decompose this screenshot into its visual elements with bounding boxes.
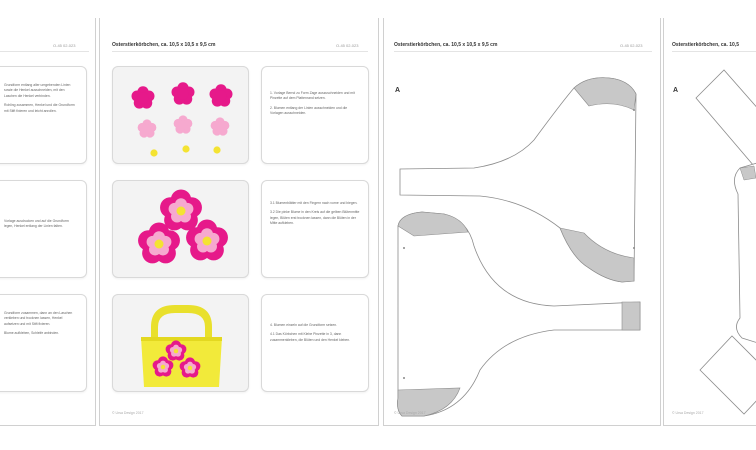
magenta-flower-shape	[210, 84, 233, 106]
magenta-flower-shape	[132, 86, 155, 108]
instruction-text: 4. Blumen einzeln auf die Grundform setzen. 4.1 Das Körbchen mit Klebe Pinzette in 3, dann zusammenkleben, die Blüten und den Henkel kleben.	[270, 323, 351, 342]
instruction-text: 1. Vorlage Bernd zu Form Zage auszuschneiden und mit Pinzette auf dem Plattenrand setzen. 2. Blumen entlang der Linien ausschneiden und die Vorlagen ausschneiden.	[270, 91, 355, 116]
page-title: Osterstierkörbchen, ca. 10,5	[672, 42, 739, 48]
fold-mark	[403, 377, 405, 379]
flower-core	[137, 92, 148, 103]
glue-tab-handle-end	[622, 302, 640, 330]
fold-mark	[633, 109, 635, 111]
flower-center	[188, 366, 192, 370]
header-divider	[0, 51, 89, 52]
flower-core	[179, 121, 188, 130]
page-code: O-45 02-023	[53, 43, 76, 48]
instruction-card	[261, 180, 369, 278]
step-image-finished-basket	[112, 294, 249, 392]
page-footer: © Ursa Design 2017	[112, 411, 144, 415]
instruction-text: Grundform entlang aller umgebenden Linien sowie die Henkel ausschneiden, mit den Laschen die Henkel verbinden. Rohling zusammen, Henkel und die Grundform mit Stift fixieren und leicht anrollen.	[4, 83, 75, 113]
flower-core	[143, 125, 152, 134]
fold-mark	[403, 247, 405, 249]
step-image-assembled-flowers	[112, 180, 249, 278]
instruction-card	[261, 66, 369, 164]
page-title: Osterstierkörbchen, ca. 10,5 x 10,5 x 9,5 cm	[394, 42, 498, 48]
pink-flower-shape	[211, 117, 230, 135]
magenta-flower-shape	[172, 82, 195, 104]
instruction-text: Grundform zusammen, dann an den Laschen verkleben und trocknen lassen, Henkel aufsetzen und mit Stift fixieren. Blume aufkleben, Schleife anbinden.	[4, 311, 73, 336]
instruction-text: Vorlage ausdrucken und auf die Grundform legen, Henkel entlang der Linien falten.	[4, 219, 69, 229]
instruction-card	[0, 294, 87, 392]
step-image-flower-parts	[112, 66, 249, 164]
template-letter: A	[673, 87, 679, 94]
flower-core	[215, 90, 226, 101]
flower-center	[155, 240, 164, 249]
instruction-card	[261, 294, 369, 392]
template-body	[734, 158, 756, 348]
flower-center	[161, 365, 165, 369]
instruction-page	[99, 18, 379, 426]
template-square-top	[696, 70, 756, 166]
yellow-center-dot	[213, 146, 220, 153]
basket-template-cutout-2	[664, 18, 756, 426]
basket-illustration	[113, 295, 250, 393]
flower-core	[216, 123, 225, 132]
basket-template-cutout	[384, 18, 661, 426]
assembled-flowers-illustration	[113, 181, 250, 279]
page-code: O-45 02-023	[336, 43, 359, 48]
flower-parts-illustration	[113, 67, 250, 165]
yellow-center-dot	[150, 149, 157, 156]
flower-center	[177, 207, 186, 216]
fold-mark	[633, 247, 635, 249]
page-title: Osterstierkörbchen, ca. 10,5 x 10,5 x 9,5 cm	[112, 42, 216, 48]
assembled-flower	[160, 190, 202, 231]
yellow-center-dot	[182, 145, 189, 152]
flower-center	[174, 349, 178, 353]
pink-flower-shape	[138, 119, 157, 137]
instruction-card	[0, 180, 87, 278]
flower-core	[177, 88, 188, 99]
basket-rim	[141, 337, 222, 341]
template-square-bottom	[700, 336, 756, 414]
pink-flower-shape	[174, 115, 193, 133]
flower-center	[203, 237, 212, 246]
header-divider	[112, 51, 368, 52]
template-page-right	[663, 18, 756, 426]
template-page	[383, 18, 661, 426]
basket-handle	[151, 305, 212, 337]
page-code: O-45 02-023	[620, 43, 643, 48]
instruction-page-left	[0, 18, 96, 426]
instruction-card	[0, 66, 87, 164]
template-letter: A	[395, 87, 401, 94]
instruction-text: 3.1 Blumenblätter mit den Fingern nach vorne und biegen. 3.2 Die pinke Blume in den Kreis auf die gelben Blütenmitte legen, Blüten erst trocknen lassen, dann die Blüten in der Mitte aufkleben.	[270, 201, 360, 226]
page-footer: © Ursa Design 2017	[672, 411, 704, 415]
page-footer: © Ursa Design 2017	[394, 411, 426, 415]
glue-tab-left-top	[398, 212, 468, 236]
